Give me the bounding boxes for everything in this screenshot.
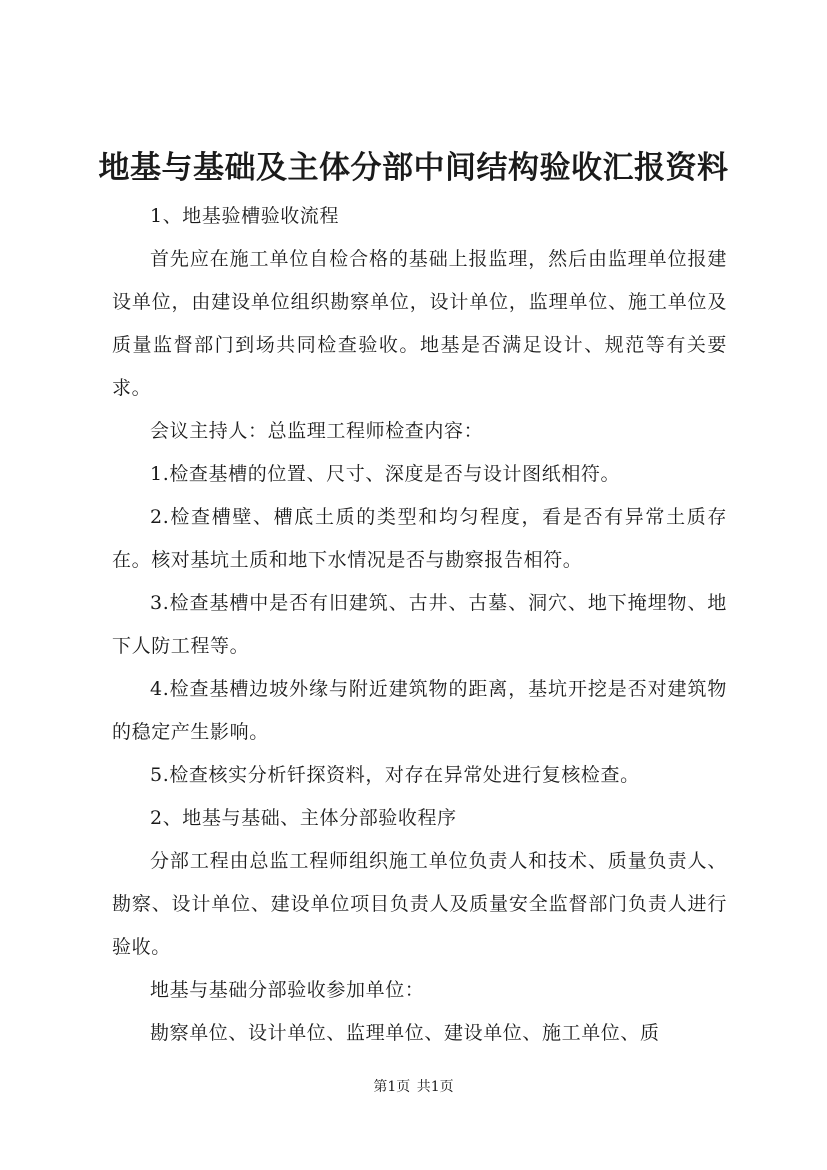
section-heading-1: 1、地基验槽验收流程 xyxy=(150,205,340,227)
section-heading-2: 2、地基与基础、主体分部验收程序 xyxy=(150,807,457,829)
check-item-5: 5.检查核实分析钎探资料，对存在异常处进行复核检查。 xyxy=(150,764,640,786)
paragraph-participants: 勘察单位、设计单位、监理单位、建设单位、施工单位、质 xyxy=(150,1022,660,1044)
check-item-3: 3.检查基槽中是否有旧建筑、古井、古墓、洞穴、地下掩埋物、地下人防工程等。 xyxy=(112,592,727,657)
document-title: 地基与基础及主体分部中间结构验收汇报资料 xyxy=(98,150,729,186)
page-footer xyxy=(0,1077,827,1097)
paragraph-participants-heading: 地基与基础分部验收参加单位： xyxy=(150,979,425,1001)
check-item-2: 2.检查槽壁、槽底土质的类型和均匀程度，看是否有异常土质存在。核对基坑土质和地下水情况是否与勘察报告相符。 xyxy=(112,506,727,571)
paragraph-acceptance: 分部工程由总监工程师组织施工单位负责人和技术、质量负责人、勘察、设计单位、建设单位项目负责人及质量安全监督部门负责人进行验收。 xyxy=(112,850,727,958)
paragraph-host: 会议主持人：总监理工程师检查内容： xyxy=(150,420,484,442)
paragraph-procedure: 首先应在施工单位自检合格的基础上报监理，然后由监理单位报建设单位，由建设单位组织勘察单位，设计单位，监理单位、施工单位及质量监督部门到场共同检查验收。地基是否满足设计、规范等有关要求。 xyxy=(112,248,727,399)
document-body xyxy=(112,195,727,1055)
check-item-1: 1.检查基槽的位置、尺寸、深度是否与设计图纸相符。 xyxy=(150,463,621,485)
page-number: 第1页 xyxy=(373,1079,411,1095)
page-total: 共1页 xyxy=(416,1079,454,1095)
check-item-4: 4.检查基槽边坡外缘与附近建筑物的距离，基坑开挖是否对建筑物的稳定产生影响。 xyxy=(112,678,727,743)
